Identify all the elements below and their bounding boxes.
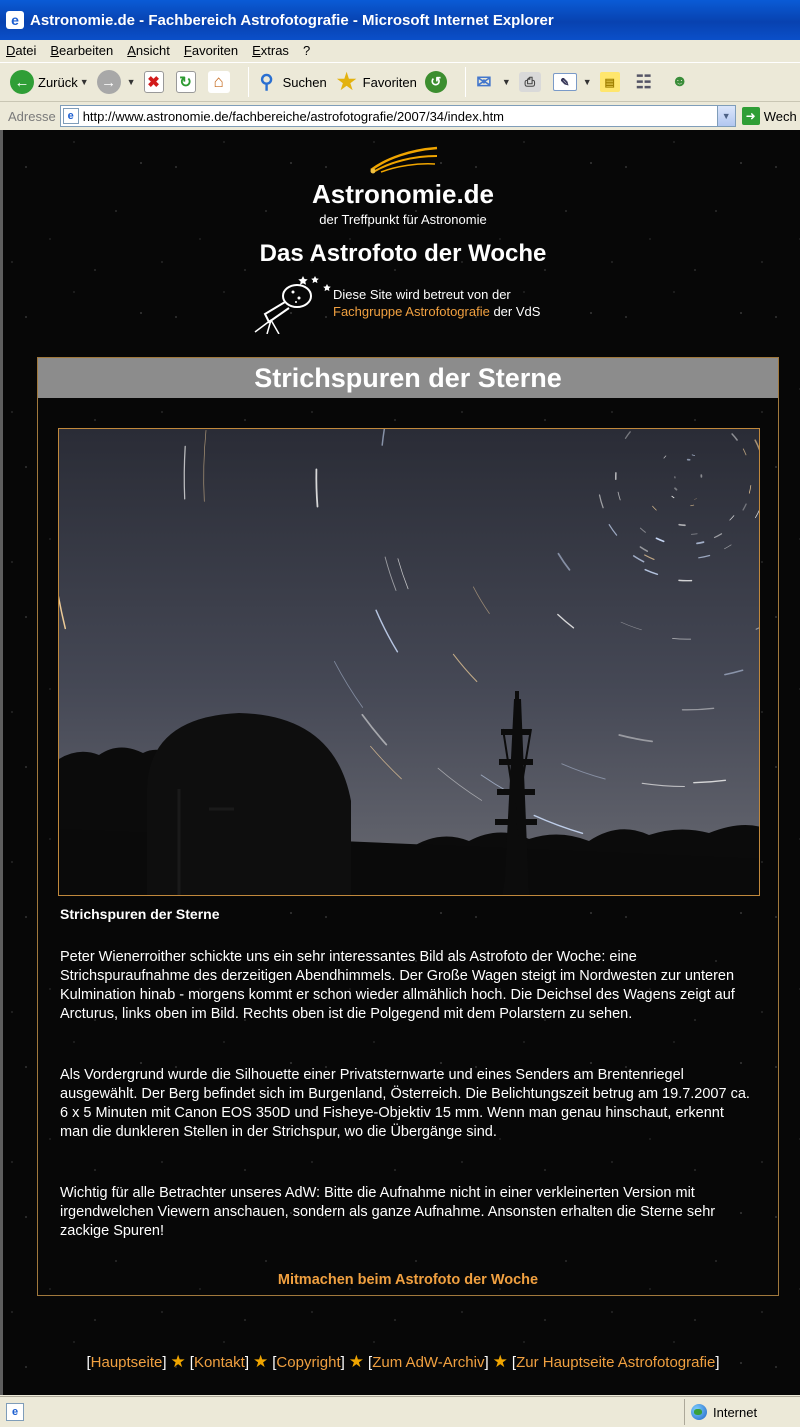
stop-icon: ✖ bbox=[144, 71, 164, 93]
star-icon: ★ bbox=[492, 1352, 508, 1371]
status-left bbox=[0, 1397, 684, 1427]
go-button[interactable] bbox=[742, 107, 797, 125]
home-button[interactable] bbox=[208, 67, 234, 97]
refresh-icon: ↻ bbox=[176, 71, 196, 93]
favorites-button[interactable] bbox=[335, 67, 417, 97]
globe-icon bbox=[691, 1404, 707, 1420]
toolbar-separator bbox=[465, 67, 466, 97]
star-icon: ★ bbox=[253, 1352, 269, 1371]
star-trail bbox=[675, 488, 677, 489]
logo-tagline: der Treffpunkt für Astronomie bbox=[319, 212, 487, 227]
search-label: Suchen bbox=[282, 74, 327, 90]
edit-dropdown-icon[interactable]: ▼ bbox=[582, 77, 592, 87]
address-label: Adresse bbox=[8, 108, 56, 124]
star-icon: ★ bbox=[348, 1352, 365, 1371]
footer-link-hauptseite[interactable]: Hauptseite bbox=[90, 1354, 163, 1371]
article-box bbox=[37, 357, 779, 1296]
page-status-icon: e bbox=[6, 1403, 24, 1421]
footer-link-astrofotografie[interactable]: Zur Hauptseite Astrofotografie bbox=[516, 1354, 716, 1371]
back-button[interactable] bbox=[10, 67, 89, 97]
menu-favoriten[interactable]: Favoriten bbox=[183, 42, 239, 58]
address-input[interactable] bbox=[83, 109, 717, 124]
article-title: Strichspuren der Sterne bbox=[38, 358, 778, 398]
footer-link-copyright[interactable]: Copyright bbox=[276, 1354, 341, 1371]
discuss-button[interactable] bbox=[600, 67, 624, 97]
menu-bearbeiten[interactable]: Bearbeiten bbox=[50, 42, 114, 58]
page-viewport bbox=[0, 130, 800, 1395]
site-logo[interactable] bbox=[3, 144, 800, 227]
address-bar bbox=[0, 103, 800, 129]
page-title: Das Astrofoto der Woche bbox=[259, 240, 547, 267]
messenger-button[interactable] bbox=[668, 67, 696, 97]
zone-label: Internet bbox=[713, 1404, 758, 1420]
address-box[interactable] bbox=[60, 105, 736, 127]
window-titlebar bbox=[0, 0, 800, 40]
history-icon: ↺ bbox=[425, 71, 447, 93]
comet-logo-icon bbox=[367, 144, 439, 174]
mitmachen-link[interactable]: Mitmachen beim Astrofoto der Woche bbox=[277, 1272, 539, 1288]
menu-help[interactable]: ? bbox=[302, 42, 311, 58]
research-button[interactable] bbox=[632, 67, 660, 97]
forward-dropdown-icon[interactable]: ▼ bbox=[126, 77, 136, 87]
photo-caption: Strichspuren der Sterne bbox=[60, 906, 220, 922]
forward-button[interactable] bbox=[97, 67, 136, 97]
home-icon: ⌂ bbox=[208, 71, 230, 93]
favorites-star-icon: ★ bbox=[336, 69, 357, 94]
printer-icon: ⎙ bbox=[519, 72, 541, 92]
vds-suffix: der VdS bbox=[489, 304, 541, 319]
go-arrow-icon: ➜ bbox=[742, 107, 760, 125]
edit-page-icon: ✎ bbox=[553, 73, 577, 91]
status-bar bbox=[0, 1396, 800, 1427]
search-icon: ⚲ bbox=[259, 71, 274, 93]
article-paragraph: Wichtig für alle Betrachter unseres AdW: Bitte die Aufnahme nicht in einer verkleinerten Version mit irgendwelchen Viewern anschauen, sondern als ganze Aufnahme. Ansonsten erhalten die Sterne sehr zackige Spuren! bbox=[60, 1185, 716, 1239]
footer-link-kontakt[interactable]: Kontakt bbox=[193, 1354, 245, 1371]
back-dropdown-icon[interactable]: ▼ bbox=[79, 77, 89, 87]
menu-ansicht[interactable]: Ansicht bbox=[127, 42, 170, 58]
footer-nav: [Hauptseite] ★ [Kontakt] ★ [Copyright] ★ [Zum AdW-Archiv] ★ [Zur Hauptseite Astrofotografie] bbox=[86, 1352, 720, 1371]
mail-dropdown-icon[interactable]: ▼ bbox=[501, 77, 511, 87]
footer-link-archiv[interactable]: Zum AdW-Archiv bbox=[372, 1354, 485, 1371]
mail-icon: ✉ bbox=[476, 71, 492, 92]
vds-line1: Diese Site wird betreut von der bbox=[333, 287, 511, 302]
mail-button[interactable] bbox=[472, 67, 511, 97]
article-paragraph: Peter Wienerroither schickte uns ein sehr interessantes Bild als Astrofoto der Woche: eine Strichspuraufnahme des derzeitigen Abendhimmels. Der Große Wagen steigt im Nordwesten zur unteren Kulmination hinab - morgens kommt er schon wieder allmählich hoch. Die Deichsel des Wagens zeigt auf Arcturus, links oben im Bild. Rechts oben ist die Polgegend mit dem Polarstern zu sehen. bbox=[60, 949, 735, 1022]
vds-text bbox=[333, 286, 540, 320]
ie-icon: e bbox=[6, 11, 24, 29]
menu-extras[interactable]: Extras bbox=[252, 42, 289, 58]
menu-bar bbox=[0, 40, 800, 60]
star-trails-image bbox=[59, 429, 760, 896]
research-icon: ☷ bbox=[635, 71, 652, 92]
address-dropdown-icon[interactable]: ▼ bbox=[717, 106, 735, 126]
history-button[interactable] bbox=[425, 67, 451, 97]
favorites-label: Favoriten bbox=[362, 74, 417, 90]
astrophoto[interactable] bbox=[58, 428, 760, 896]
back-label: Zurück bbox=[38, 74, 78, 90]
telescope-icon bbox=[249, 272, 333, 334]
vds-notice bbox=[249, 272, 579, 334]
browser-toolbar bbox=[0, 62, 800, 102]
toolbar-separator bbox=[248, 67, 249, 97]
refresh-button[interactable] bbox=[176, 67, 200, 97]
back-arrow-icon: ← bbox=[10, 70, 34, 94]
window-title: Astronomie.de - Fachbereich Astrofotografie - Microsoft Internet Explorer bbox=[30, 11, 554, 29]
edit-button[interactable] bbox=[553, 67, 592, 97]
article-paragraph: Als Vordergrund wurde die Silhouette einer Privatsternwarte und eines Senders am Brentenriegel ausgewählt. Der Berg befindet sich im Burgenland, Österreich. Die Belichtungszeit betrug am 19.7.2007 ca. 6 x 5 Minuten mit Canon EOS 350D und Fisheye-Objektiv 15 mm. Wenn man genau hinschaut, erkennt man die dunkleren Stellen in der Strichspur, wo die Übergänge sind. bbox=[60, 1067, 750, 1140]
search-button[interactable] bbox=[255, 67, 327, 97]
print-button[interactable] bbox=[519, 67, 545, 97]
menu-datei[interactable]: Datei bbox=[6, 42, 37, 58]
security-zone bbox=[684, 1399, 800, 1425]
note-icon: ▤ bbox=[600, 72, 620, 92]
stop-button[interactable] bbox=[144, 67, 168, 97]
star-trail bbox=[679, 525, 685, 526]
go-label: Wech bbox=[763, 108, 797, 124]
messenger-icon: ☻ bbox=[671, 73, 689, 90]
star-icon: ★ bbox=[170, 1352, 186, 1371]
page-icon: e bbox=[63, 108, 79, 124]
forward-arrow-icon: → bbox=[97, 70, 121, 94]
logo-title: Astronomie.de bbox=[311, 179, 495, 209]
fachgruppe-link[interactable]: Fachgruppe Astrofotografie bbox=[333, 304, 490, 319]
